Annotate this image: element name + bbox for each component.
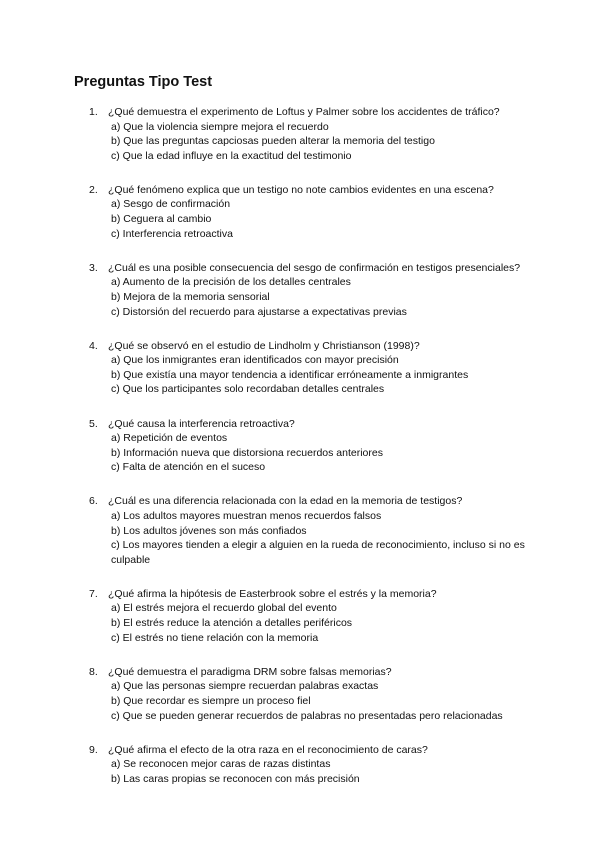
answer-options (108, 679, 540, 723)
question-text: ¿Qué causa la interferencia retroactiva? (108, 417, 295, 430)
question-number: 8. (89, 665, 98, 678)
answer-option: a) Que la violencia siempre mejora el recuerdo (111, 120, 329, 133)
answer-option: b) Que existía una mayor tendencia a identificar erróneamente a inmigrantes (111, 368, 469, 381)
answer-option: b) El estrés reduce la atención a detalles periféricos (111, 617, 353, 630)
question-item (74, 587, 540, 645)
answer-option: b) Que recordar es siempre un proceso fiel (111, 694, 311, 707)
answer-option: b) Ceguera al cambio (111, 213, 212, 226)
question-list (74, 105, 540, 786)
question-item (74, 665, 540, 723)
question-text: ¿Qué fenómeno explica que un testigo no note cambios evidentes en una escena? (108, 183, 494, 196)
answer-option: a) El estrés mejora el recuerdo global del evento (111, 602, 337, 615)
answer-option: c) Que la edad influye en la exactitud del testimonio (111, 149, 352, 162)
question-number: 4. (89, 339, 98, 352)
question-text: ¿Cuál es una posible consecuencia del sesgo de confirmación en testigos presenciales? (108, 261, 521, 274)
question-item (74, 105, 540, 163)
answer-option: a) Los adultos mayores muestran menos recuerdos falsos (111, 509, 382, 522)
answer-options (108, 197, 540, 241)
question-number: 1. (89, 106, 98, 118)
question-number: 2. (89, 183, 98, 196)
answer-option: c) El estrés no tiene relación con la memoria (111, 631, 319, 644)
answer-option: a) Se reconocen mejor caras de razas distintas (111, 758, 331, 771)
question-text: ¿Qué se observó en el estudio de Lindholm y Christianson (1998)? (108, 339, 420, 352)
question-text: ¿Qué afirma el efecto de la otra raza en el reconocimiento de caras? (108, 743, 428, 756)
answer-option: b) Las caras propias se reconocen con más precisión (111, 772, 360, 785)
question-item (74, 183, 540, 241)
answer-options (108, 120, 540, 164)
answer-option: c) Distorsión del recuerdo para ajustarse a expectativas previas (111, 305, 407, 318)
answer-option: b) Mejora de la memoria sensorial (111, 290, 270, 303)
answer-options (108, 757, 540, 786)
question-text: ¿Qué afirma la hipótesis de Easterbrook sobre el estrés y la memoria? (108, 587, 437, 600)
answer-option: b) Los adultos jóvenes son más confiados (111, 524, 307, 537)
question-number: 9. (89, 743, 98, 756)
page-title: Preguntas Tipo Test (74, 74, 213, 90)
question-item (74, 743, 540, 787)
answer-options (108, 601, 540, 645)
question-number: 6. (89, 495, 98, 508)
question-item (74, 261, 540, 319)
answer-option: a) Sesgo de confirmación (111, 198, 231, 211)
answer-option: c) Los mayores tienden a elegir a alguien en la rueda de reconocimiento, incluso si no es culpable (111, 539, 525, 566)
answer-options (108, 353, 540, 397)
answer-option: c) Falta de atención en el suceso (111, 461, 266, 474)
answer-option: a) Que los inmigrantes eran identificados con mayor precisión (111, 354, 399, 367)
answer-option: a) Aumento de la precisión de los detalles centrales (111, 276, 351, 289)
answer-option: c) Que los participantes solo recordaban detalles centrales (111, 383, 385, 396)
question-number: 7. (89, 587, 98, 600)
question-item (74, 339, 540, 397)
answer-option: b) Que las preguntas capciosas pueden alterar la memoria del testigo (111, 135, 435, 148)
answer-options (108, 509, 540, 567)
answer-option: b) Información nueva que distorsiona recuerdos anteriores (111, 446, 383, 459)
answer-option: c) Interferencia retroactiva (111, 227, 233, 240)
question-text: ¿Qué demuestra el paradigma DRM sobre falsas memorias? (108, 665, 392, 678)
question-item (74, 417, 540, 475)
question-text: ¿Cuál es una diferencia relacionada con la edad en la memoria de testigos? (108, 495, 463, 508)
answer-option: c) Que se pueden generar recuerdos de palabras no presentadas pero relacionadas (111, 709, 503, 722)
answer-options (108, 275, 540, 319)
question-number: 3. (89, 261, 98, 274)
question-item (74, 494, 540, 567)
answer-option: a) Que las personas siempre recuerdan palabras exactas (111, 680, 379, 693)
answer-options (108, 431, 540, 475)
answer-option: a) Repetición de eventos (111, 432, 228, 445)
question-text: ¿Qué demuestra el experimento de Loftus y Palmer sobre los accidentes de tráfico? (108, 106, 500, 118)
question-number: 5. (89, 417, 98, 430)
